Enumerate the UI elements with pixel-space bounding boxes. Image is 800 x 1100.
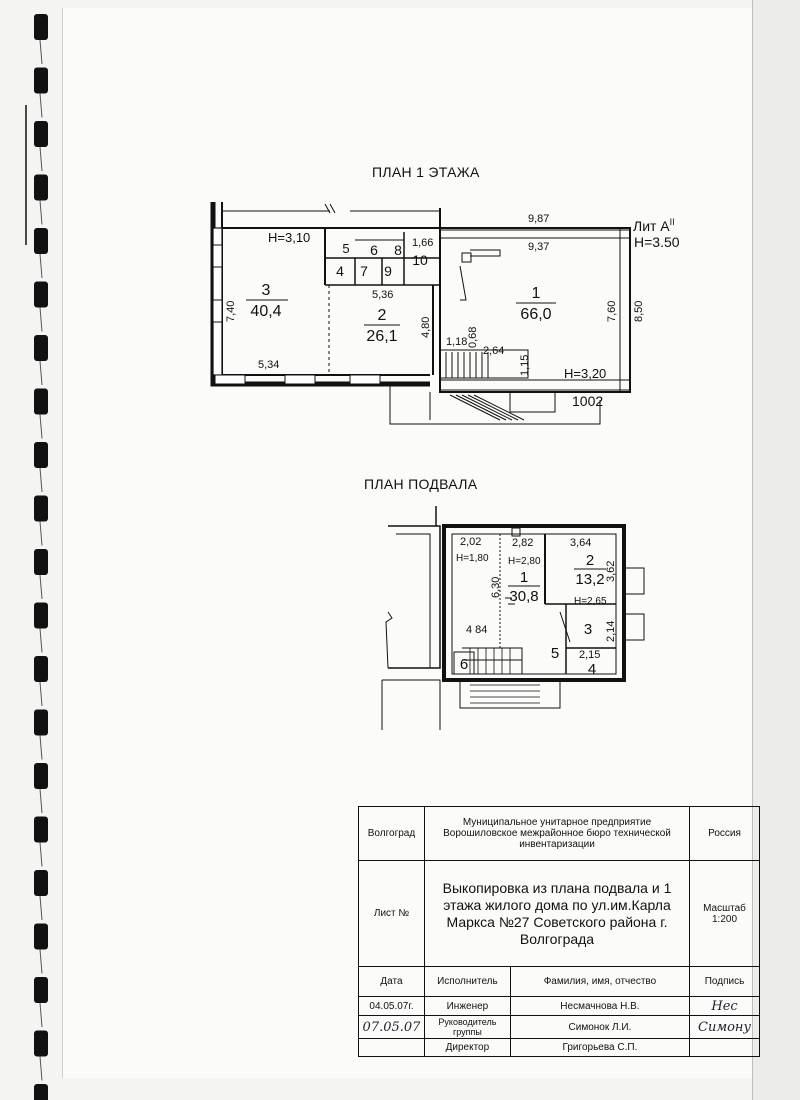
bdim-2-14: 2,14	[605, 620, 617, 642]
stamp-row-date: 04.05.07г.	[359, 997, 425, 1016]
broom-1-area: 30,8	[509, 588, 539, 605]
bdim-3-64: 3,64	[570, 537, 592, 549]
broom-2-number: 2	[585, 552, 595, 569]
stamp-sheet-label: Лист №	[359, 861, 425, 967]
bdim-4-84: 4 84	[466, 624, 488, 636]
stamp-row-role: Директор	[424, 1039, 510, 1057]
dim-5-36: 5,36	[372, 289, 394, 301]
dim-8-50: 8,50	[633, 300, 645, 322]
dim-7-60: 7,60	[606, 300, 618, 322]
binding-ring	[34, 977, 48, 1003]
plan1-height-left: H=3,10	[268, 230, 311, 245]
broom-4-number: 4	[587, 661, 597, 678]
broom-6-number: 6	[459, 656, 469, 673]
broom-2-area: 13,2	[575, 571, 605, 588]
signature-group-lead: Симону	[690, 1016, 760, 1039]
stamp-col-name: Фамилия, имя, отчество	[510, 967, 689, 997]
bdim-3-62: 3,62	[605, 560, 617, 582]
room-9-number: 9	[384, 263, 392, 279]
room-10-number: 10	[412, 252, 428, 268]
dim-9-37: 9,37	[528, 241, 550, 253]
binding-ring	[34, 870, 48, 896]
dim-1-18: 1,18	[446, 336, 468, 348]
dim-7-40: 7,40	[225, 300, 237, 322]
room-3-area: 40,4	[250, 303, 282, 320]
title-block	[358, 806, 760, 1052]
room-8-number: 8	[394, 242, 402, 258]
stamp-row-role: Руководитель группы	[424, 1016, 510, 1039]
room-2-number: 2	[377, 307, 387, 324]
stamp-row-name: Григорьева С.П.	[510, 1039, 689, 1057]
bheight-2-65: H=2,65	[574, 596, 607, 607]
basement-title: ПЛАН ПОДВАЛА	[364, 476, 478, 492]
bdim-2-15: 2,15	[579, 649, 601, 661]
room-2-area: 26,1	[366, 328, 398, 345]
dim-2-64: 2,64	[483, 345, 505, 357]
room-1-area: 66,0	[520, 306, 552, 323]
bdim-2-82: 2,82	[512, 537, 534, 549]
dim-1-66: 1,66	[412, 237, 434, 249]
stamp-city: Волгоград	[359, 807, 425, 861]
plan1-height-right: H=3.50	[634, 234, 680, 250]
broom-5-number: 5	[550, 645, 560, 662]
stamp-row-name: Симонок Л.И.	[510, 1016, 689, 1039]
stamp-row-name: Несмачнова Н.В.	[510, 997, 689, 1016]
broom-1-number: 1	[519, 569, 529, 586]
stamp-row-date	[359, 1039, 425, 1057]
plan1-title: ПЛАН 1 ЭТАЖА	[372, 164, 480, 180]
broom-3-number: 3	[583, 621, 593, 638]
stamp-col-performer: Исполнитель	[424, 967, 510, 997]
room-6-number: 6	[370, 242, 378, 258]
signature-engineer: Нес	[690, 997, 760, 1016]
dim-9-87: 9,87	[528, 213, 550, 225]
room-3-number: 3	[261, 282, 271, 299]
stamp-organization: Муниципальное унитарное предприятие Ворошиловское межрайонное бюро технической инвентаризации	[424, 807, 689, 861]
signature-director	[690, 1039, 760, 1057]
room-5-number: 5	[342, 241, 350, 256]
stamp-document-title: Выкопировка из плана подвала и 1 этажа жилого дома по ул.им.Карла Маркса №27 Советского района г. Волгограда	[424, 861, 689, 967]
bdim-2-02: 2,02	[460, 536, 482, 548]
bheight-2-80: H=2,80	[508, 556, 541, 567]
room-1-number: 1	[531, 285, 541, 302]
stamp-col-signature: Подпись	[690, 967, 760, 997]
binding-ring	[34, 924, 48, 950]
dim-1002: 1002	[572, 393, 604, 409]
dim-1-15: 1,15	[519, 354, 531, 376]
stamp-scale: Масштаб 1:200	[690, 861, 760, 967]
stamp-col-date: Дата	[359, 967, 425, 997]
dim-4-80: 4,80	[420, 316, 432, 338]
room-4-number: 4	[336, 263, 344, 279]
bdim-6-30: 6,30	[490, 576, 502, 598]
plan1-height-bottom: H=3,20	[564, 366, 607, 381]
bheight-1-80: H=1,80	[456, 553, 489, 564]
binding-ring	[34, 817, 48, 843]
binding-ring	[34, 1031, 48, 1057]
stamp-country: Россия	[690, 807, 760, 861]
plan1-lit-label: Лит $А^{II}$	[633, 217, 675, 234]
binding-ring	[34, 1084, 48, 1100]
stamp-row-date-handwritten: 07.05.07	[359, 1016, 425, 1039]
stamp-row-role: Инженер	[424, 997, 510, 1016]
room-7-number: 7	[360, 263, 368, 279]
dim-0-68: 0,68	[467, 326, 479, 348]
dim-5-34: 5,34	[258, 359, 280, 371]
